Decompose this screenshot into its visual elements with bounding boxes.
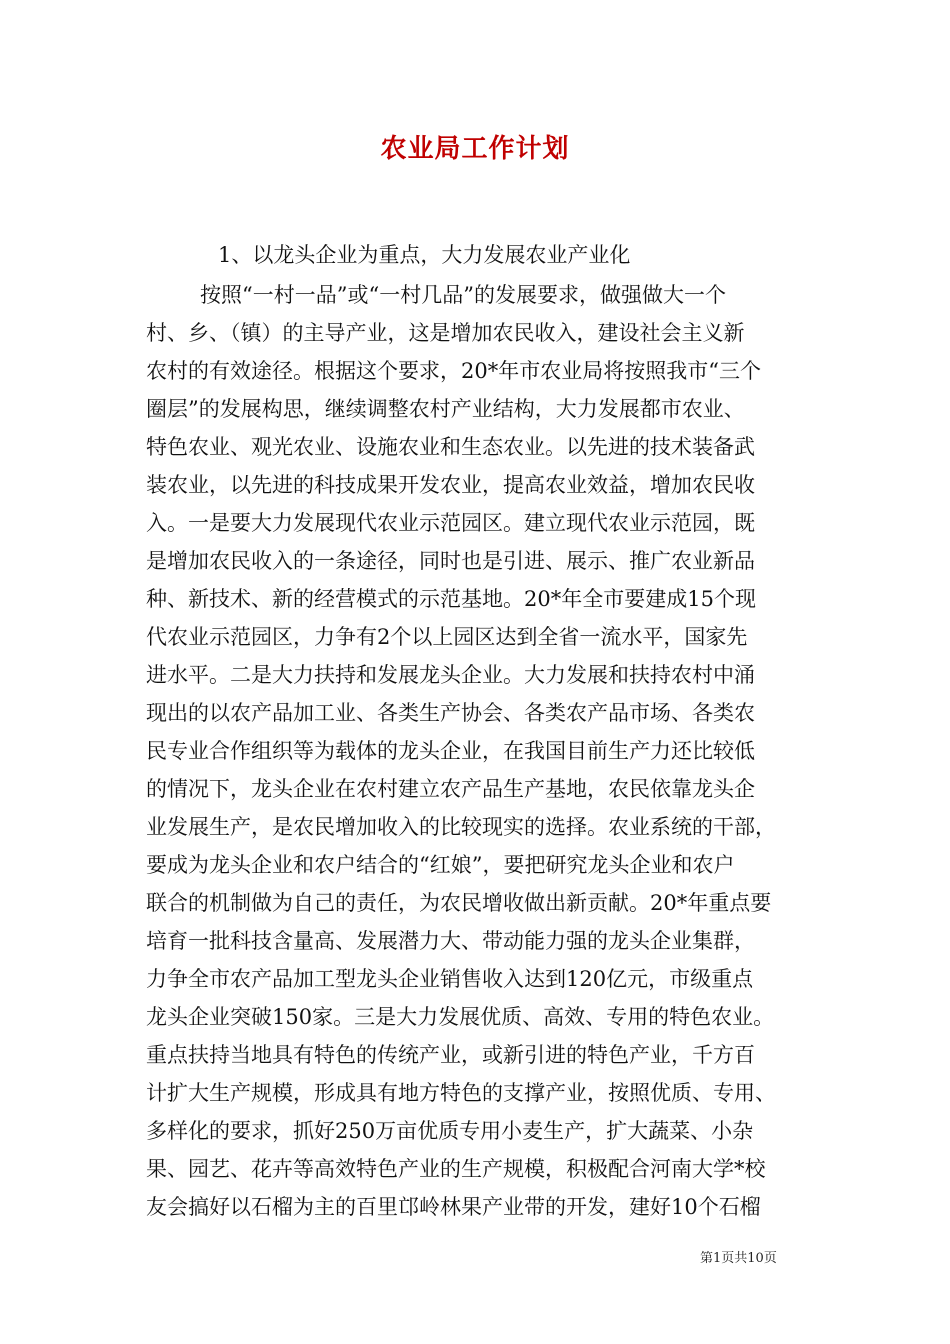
paragraph-line: 业发展生产，是农民增加收入的比较现实的选择。农业系统的干部， [146,815,776,839]
paragraph-line: 入。一是要大力发展现代农业示范园区。建立现代农业示范园，既 [146,511,755,535]
paragraph-line: 是增加农民收入的一条途径，同时也是引进、展示、推广农业新品 [146,549,755,573]
paragraph-line: 现出的以农产品加工业、各类生产协会、各类农产品市场、各类农 [146,701,755,725]
paragraph-line: 计扩大生产规模，形成具有地方特色的支撑产业，按照优质、专用、 [146,1081,776,1105]
paragraph-line: 特色农业、观光农业、设施农业和生态农业。以先进的技术装备武 [146,435,755,459]
paragraph-line: 装农业，以先进的科技成果开发农业，提高农业效益，增加农民收 [146,473,755,497]
page-title: 农业局工作计划 [380,134,570,164]
paragraph-line: 果、园艺、花卉等高效特色产业的生产规模，积极配合河南大学*校 [146,1157,766,1181]
paragraph-line: 民专业合作组织等为载体的龙头企业，在我国目前生产力还比较低 [146,739,755,763]
paragraph-line: 按照“一村一品”或“一村几品”的发展要求，做强做大一个 [200,283,726,307]
paragraph-line: 友会搞好以石榴为主的百里邙岭林果产业带的开发，建好10个石榴 [146,1195,761,1219]
paragraph-line: 多样化的要求，抓好250万亩优质专用小麦生产，扩大蔬菜、小杂 [146,1119,754,1143]
paragraph-line: 村、乡、（镇）的主导产业，这是增加农民收入，建设社会主义新 [146,321,745,345]
paragraph-line: 重点扶持当地具有特色的传统产业，或新引进的特色产业，千方百 [146,1043,755,1067]
paragraph-line: 要成为龙头企业和农户结合的“红娘”，要把研究龙头企业和农户 [146,853,735,877]
paragraph-line: 龙头企业突破150家。三是大力发展优质、高效、专用的特色农业。 [146,1005,775,1029]
paragraph-line: 代农业示范园区，力争有2个以上园区达到全省一流水平，国家先 [146,625,748,649]
page-number: 第1页共10页 [700,1251,777,1266]
paragraph-line: 的情况下，龙头企业在农村建立农产品生产基地，农民依靠龙头企 [146,777,755,801]
paragraph-line: 联合的机制做为自己的责任，为农民增收做出新贡献。20*年重点要 [146,891,772,915]
paragraph-line: 培育一批科技含量高、发展潜力大、带动能力强的龙头企业集群， [146,929,755,953]
paragraph-line: 种、新技术、新的经营模式的示范基地。20*年全市要建成15个现 [146,587,756,611]
paragraph-line: 圈层”的发展构思，继续调整农村产业结构，大力发展都市农业、 [146,397,745,421]
paragraph-line: 农村的有效途径。根据这个要求，20*年市农业局将按照我市“三个 [146,359,761,383]
paragraph-line: 进水平。二是大力扶持和发展龙头企业。大力发展和扶持农村中涌 [146,663,755,687]
paragraph-line: 力争全市农产品加工型龙头企业销售收入达到120亿元，市级重点 [146,967,754,991]
section-heading: 1、以龙头企业为重点，大力发展农业产业化 [218,243,631,267]
